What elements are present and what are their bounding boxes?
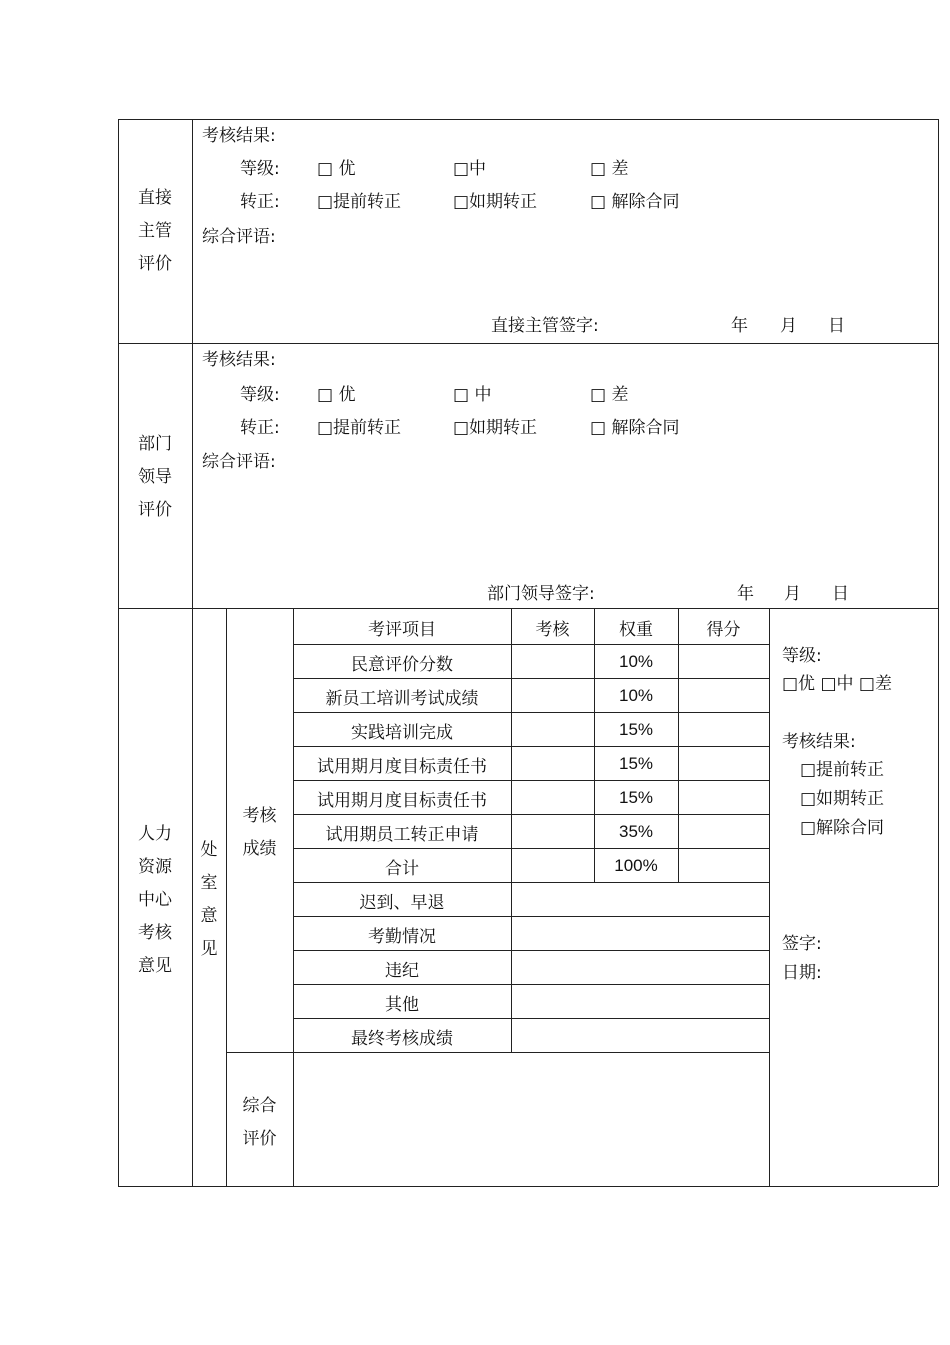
comment-label: 综合评语: xyxy=(202,227,276,247)
overall-label-line: 综合 xyxy=(242,1096,277,1116)
table-row-weight: 15% xyxy=(618,754,654,773)
date-month: 月 xyxy=(784,584,801,604)
score-label-line: 考核 xyxy=(242,806,277,826)
side-label-line: 人力 xyxy=(138,824,172,844)
hr-result-option-early[interactable]: □提前转正 xyxy=(800,760,885,780)
department-side-label xyxy=(118,428,192,527)
office-label-char: 处 xyxy=(200,840,218,860)
table-row-weight: 15% xyxy=(618,720,654,739)
office-opinion-label xyxy=(192,834,226,966)
table-border-bottom xyxy=(118,1186,938,1187)
column-divider xyxy=(511,608,512,1052)
extra-row-label: 违纪 xyxy=(385,960,419,981)
signature-label: 直接主管签字: xyxy=(491,316,599,336)
side-label-line: 部门 xyxy=(138,434,172,454)
side-label-line: 资源 xyxy=(138,857,172,877)
label-column-divider xyxy=(192,119,193,1186)
regular-option-terminate[interactable]: □ 解除合同 xyxy=(590,192,680,212)
table-row-item: 合计 xyxy=(385,858,419,879)
result-label: 考核结果: xyxy=(202,350,276,370)
date-month: 月 xyxy=(780,316,797,336)
supervisor-side-label xyxy=(118,182,192,281)
score-label xyxy=(226,800,293,866)
table-row-item: 试用期月度目标责任书 xyxy=(317,790,487,811)
table-row-weight: 35% xyxy=(618,822,654,841)
side-label-line: 主管 xyxy=(138,221,172,241)
comment-label: 综合评语: xyxy=(202,452,276,472)
signature-label: 部门领导签字: xyxy=(487,584,595,604)
table-row-item: 试用期月度目标责任书 xyxy=(317,756,487,777)
grade-label: 等级: xyxy=(240,385,280,405)
table-border-top xyxy=(118,119,938,120)
hr-side-label xyxy=(118,818,192,983)
regular-label: 转正: xyxy=(240,418,280,438)
date-year: 年 xyxy=(731,316,748,336)
office-label-char: 见 xyxy=(200,939,218,959)
extra-row-label: 迟到、早退 xyxy=(359,892,445,913)
extra-row-label: 最终考核成绩 xyxy=(351,1028,453,1049)
table-row-weight: 100% xyxy=(614,856,658,875)
office-label-char: 室 xyxy=(200,873,218,893)
side-label-line: 领导 xyxy=(138,467,172,487)
date-year: 年 xyxy=(737,584,754,604)
regular-option-ontime[interactable]: □如期转正 xyxy=(453,418,538,438)
column-divider xyxy=(678,608,679,882)
regular-label: 转正: xyxy=(240,192,280,212)
side-label-line: 直接 xyxy=(138,188,172,208)
office-label-char: 意 xyxy=(200,906,218,926)
side-label-line: 评价 xyxy=(138,500,172,520)
hr-result-option-terminate[interactable]: □解除合同 xyxy=(800,818,885,838)
grade-option-excellent[interactable]: □ 优 xyxy=(317,385,356,405)
section-divider xyxy=(118,343,938,344)
hr-grade-options[interactable]: □优 □中 □差 xyxy=(782,674,892,694)
side-label-line: 评价 xyxy=(138,254,172,274)
hr-grade-label: 等级: xyxy=(782,646,822,666)
regular-option-early[interactable]: □提前转正 xyxy=(317,418,402,438)
column-divider xyxy=(769,608,770,1186)
overall-label-line: 评价 xyxy=(242,1129,277,1149)
grade-option-medium[interactable]: □中 xyxy=(453,159,487,179)
header-assessment: 考核 xyxy=(535,619,570,640)
regular-option-early[interactable]: □提前转正 xyxy=(317,192,402,212)
table-row-weight: 10% xyxy=(618,686,654,705)
regular-option-ontime[interactable]: □如期转正 xyxy=(453,192,538,212)
extra-row-label: 其他 xyxy=(385,994,419,1015)
date-day: 日 xyxy=(828,316,845,336)
section-divider xyxy=(118,608,938,609)
table-row-item: 新员工培训考试成绩 xyxy=(325,688,479,709)
hr-signature-label: 签字: xyxy=(782,934,822,954)
table-row-weight: 10% xyxy=(618,652,654,671)
hr-date-label: 日期: xyxy=(782,963,822,983)
table-row-item: 实践培训完成 xyxy=(351,722,453,743)
table-border-right xyxy=(938,119,939,1186)
hr-result-option-ontime[interactable]: □如期转正 xyxy=(800,789,885,809)
grade-label: 等级: xyxy=(240,159,280,179)
side-label-line: 中心 xyxy=(138,890,172,910)
overall-evaluation-label xyxy=(226,1090,293,1156)
grade-option-poor[interactable]: □ 差 xyxy=(590,159,629,179)
hr-result-label: 考核结果: xyxy=(782,732,856,752)
extra-row-label: 考勤情况 xyxy=(368,926,436,947)
header-weight: 权重 xyxy=(619,619,653,640)
table-row-weight: 15% xyxy=(618,788,654,807)
header-score: 得分 xyxy=(706,619,741,640)
date-day: 日 xyxy=(832,584,849,604)
grade-option-poor[interactable]: □ 差 xyxy=(590,385,629,405)
table-row-item: 民意评价分数 xyxy=(351,654,453,675)
score-label-line: 成绩 xyxy=(242,839,277,859)
header-item: 考评项目 xyxy=(368,619,436,640)
grade-option-medium[interactable]: □ 中 xyxy=(453,385,492,405)
table-row-item: 试用期员工转正申请 xyxy=(325,824,479,845)
grade-option-excellent[interactable]: □ 优 xyxy=(317,159,356,179)
regular-option-terminate[interactable]: □ 解除合同 xyxy=(590,418,680,438)
side-label-line: 意见 xyxy=(138,956,172,976)
side-label-line: 考核 xyxy=(138,923,172,943)
result-label: 考核结果: xyxy=(202,126,276,146)
